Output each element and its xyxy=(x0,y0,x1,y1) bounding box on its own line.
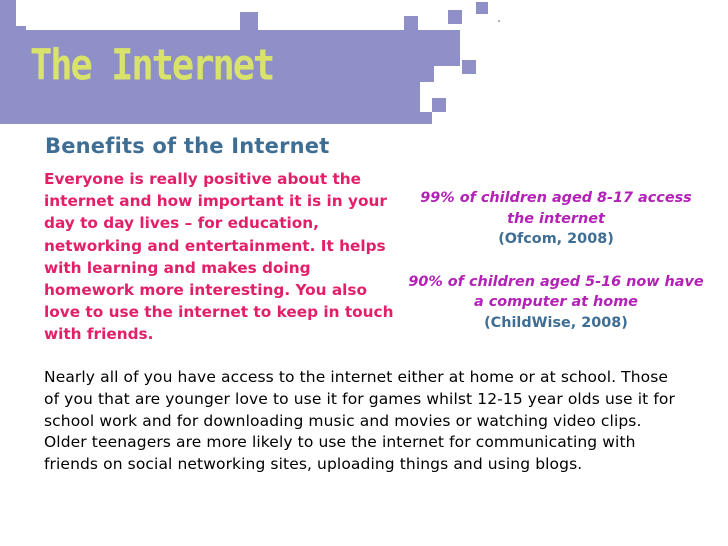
statistic-source: (Ofcom, 2008) xyxy=(498,231,614,247)
statistic-text: 90% of children aged 5-16 now have a computer at home xyxy=(408,273,704,310)
page-heading: Benefits of the Internet xyxy=(45,134,330,158)
body-paragraph: Nearly all of you have access to the internet either at home or at school. Those of you that are younger love to use it for games whilst 12-15 year olds use it for school work and for downloading music and movies or watching video clips. Older teenagers are more likely to use the internet for communicating with friends on social networking sites, uploading things and using blogs. xyxy=(44,368,675,474)
statistics-panel xyxy=(405,188,707,333)
intro-paragraph: Everyone is really positive about the internet and how important it is in your day to day lives – for education, networking and entertainment. It helps with learning and makes doing homework more interesting. You also love to use the internet to keep in touch with friends. xyxy=(44,170,394,344)
statistic-source: (ChildWise, 2008) xyxy=(484,314,628,331)
statistic-text: 99% of children aged 8-17 access the internet xyxy=(420,190,692,227)
header-title: The Internet xyxy=(30,40,274,90)
